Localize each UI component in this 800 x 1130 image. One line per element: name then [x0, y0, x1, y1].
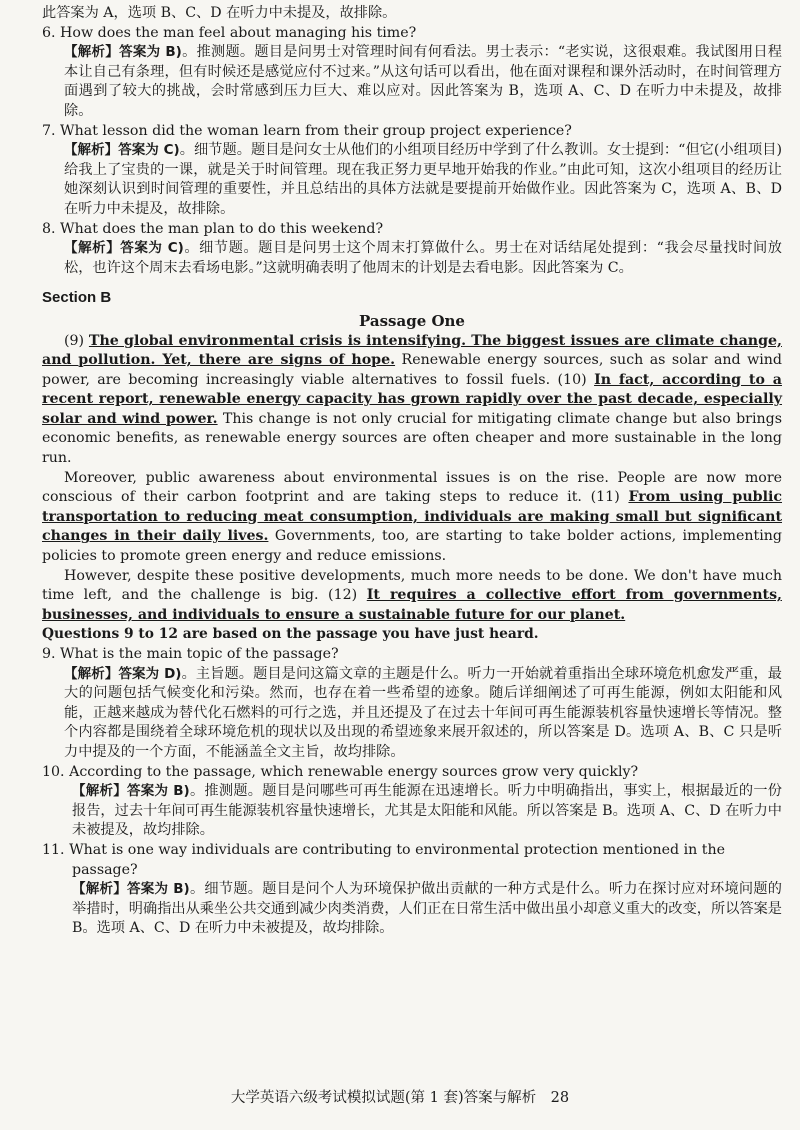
- questions-heading: Questions 9 to 12 are based on the passage you have just heard.: [42, 626, 539, 643]
- passage-title: Passage One: [359, 311, 465, 330]
- section-b-item: [42, 841, 782, 939]
- answer-label: 【解析】答案为 B): [72, 881, 190, 898]
- passage-paragraph-1: [42, 332, 782, 469]
- underlined-sentence-9: The global environmental crisis is intensifying. The biggest issues are climate change, and pollution. Yet, there are signs of hope.: [42, 332, 782, 369]
- explanation-11: [42, 880, 782, 939]
- passage-text: However, despite these positive developments, much more needs to be done. We don't have much time left, and the challenge is big. (12): [42, 567, 782, 604]
- passage-paragraph-2: [42, 469, 782, 567]
- section-a-item: [42, 220, 782, 279]
- explanation-text: 。细节题。题目是问女士从他们的小组项目经历中学到了什么教训。女士提到：“但它(小组项目)给我上了宝贵的一课，就是关于时间管理。现在我正努力更早地开始我的作业。”由此可知，这次小组项目的经历让她深刻认识到时间管理的重要性，并且总结出的具体方法就是要提前开始做作业。因此答案为 C，选项 A、B、D 在听力中未提及，故排除。: [64, 142, 783, 217]
- question-11: 11. What is one way individuals are contributing to environmental protection mentioned in the passage?: [42, 841, 726, 878]
- passage-text: This change is not only crucial for mitigating climate change but also brings economic benefits, as renewable energy sources are often cheaper and more sustainable in the long run.: [42, 410, 783, 467]
- answer-label: 【解析】答案为 B): [64, 44, 182, 61]
- answer-label: 【解析】答案为 C): [64, 142, 180, 159]
- explanation-6: [42, 43, 782, 121]
- question-7: 7. What lesson did the woman learn from their group project experience?: [42, 122, 572, 139]
- page-content: [42, 4, 782, 939]
- section-b-item: [42, 763, 782, 841]
- explanation-text: 。细节题。题目是问男士这个周末打算做什么。男士在对话结尾处提到：“我会尽量找时间放松，也许这个周末去看场电影。”这就明确表明了他周末的计划是去看电影。因此答案为 C。: [64, 240, 782, 276]
- passage-text: Renewable energy sources, such as solar and wind power, are becoming increasingly viable alternatives to fossil fuels. (10): [42, 352, 782, 388]
- explanation-10: [42, 782, 782, 841]
- answer-label: 【解析】答案为 C): [64, 240, 184, 257]
- passage-paragraph-3: [42, 567, 782, 626]
- answer-label: 【解析】答案为 B): [72, 783, 190, 800]
- question-10: 10. According to the passage, which renewable energy sources grow very quickly?: [42, 763, 639, 780]
- explanation-text: 。细节题。题目是问个人为环境保护做出贡献的一种方式是什么。听力在探讨应对环境问题的举措时，明确指出从乘坐公共交通到减少肉类消费，人们正在日常生活中做出虽小却意义重大的改变，所以答案是 B。选项 A、C、D 在听力中未被提及，故均排除。: [72, 881, 782, 937]
- explanation-8: [42, 239, 782, 278]
- question-6: 6. How does the man feel about managing his time?: [42, 24, 417, 41]
- section-a-item: [42, 24, 782, 122]
- explanation-9: [42, 665, 782, 763]
- explanation-text: 。推测题。题目是问男士对管理时间有何看法。男士表示：“老实说，这很艰难。我试图用日程本让自己有条理，但有时候还是感觉应付不过来。”从这句话可以看出，他在面对课程和课外活动时，在时间管理方面遇到了较大的挑战，会时常感到压力巨大、难以应对。因此答案为 B，选项 A、C、D 在听力中未提及，故排除。: [64, 44, 782, 119]
- explanation-7: [42, 141, 782, 219]
- explanation-text: 。主旨题。题目是问这篇文章的主题是什么。听力一开始就着重指出全球环境危机愈发严重，最大的问题包括气候变化和污染。然而，也存在着一些希望的迹象。随后详细阐述了可再生能源，例如太阳能和风能，正越来越成为替代化石燃料的可行之选，并且还提及了在过去十年间可再生能源装机容量快速增长等情况。整个内容都是围绕着全球环境危机的现状以及出现的希望迹象来展开叙述的，所以答案是 D。选项 A、B、C 只是听力中提及的一个方面，不能涵盖全文主旨，故均排除。: [64, 665, 782, 760]
- explanation-text: 。推测题。题目是问哪些可再生能源在迅速增长。听力中明确指出，事实上，根据最近的一份报告，过去十年间可再生能源装机容量快速增长，尤其是太阳能和风能。所以答案是 B。选项 A、C、D 在听力中未被提及，故均排除。: [72, 783, 782, 839]
- underlined-sentence-11: From using public transportation to reducing meat consumption, individuals are making small but significant changes in their daily lives.: [42, 489, 782, 545]
- section-a-item: [42, 122, 782, 220]
- question-8: 8. What does the man plan to do this weekend?: [42, 220, 384, 237]
- underlined-sentence-10: In fact, according to a recent report, renewable energy capacity has grown rapidly over the past decade, especially solar and wind power.: [42, 371, 782, 427]
- passage-text: Moreover, public awareness about environmental issues is on the rise. People are now more conscious of their carbon footprint and are taking steps to reduce it. (11): [42, 469, 782, 506]
- underlined-sentence-12: It requires a collective effort from governments, businesses, and individuals to ensure a sustainable future for our planet.: [42, 587, 782, 623]
- section-heading: Section B: [42, 289, 112, 307]
- intro-line: 此答案为 A，选项 B、C、D 在听力中未提及，故排除。: [42, 5, 397, 21]
- page-footer: 大学英语六级考试模拟试题(第 1 套)答案与解析 28: [230, 1090, 570, 1106]
- answer-label: 【解析】答案为 D): [64, 665, 182, 682]
- section-b-item: [42, 645, 782, 763]
- question-9: 9. What is the main topic of the passage?: [42, 646, 339, 662]
- passage-text: Governments, too, are starting to take bolder actions, implementing policies to promote green energy and reduce emissions.: [42, 528, 782, 565]
- marker-9: (9): [64, 332, 89, 349]
